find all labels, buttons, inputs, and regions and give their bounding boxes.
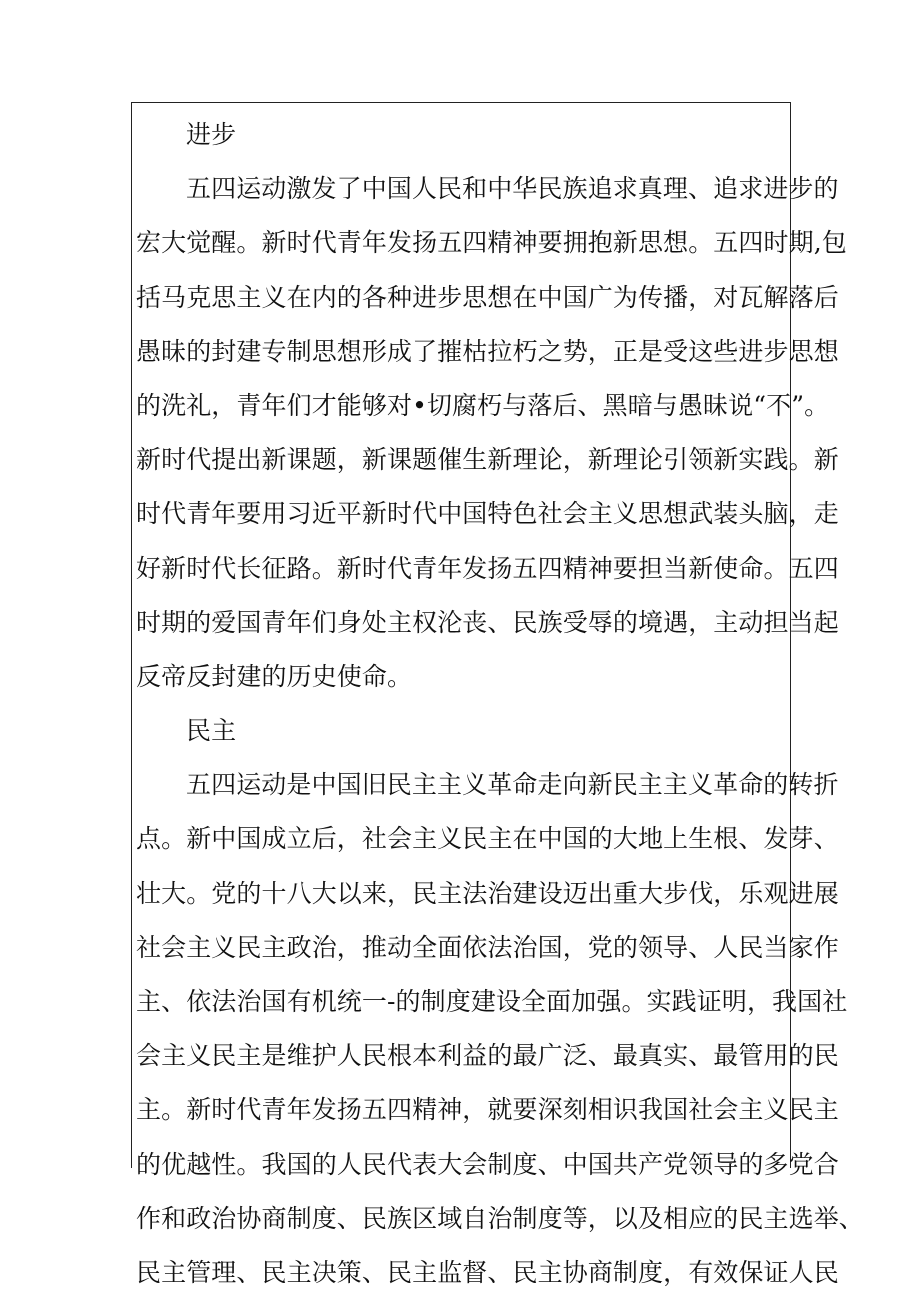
- paragraph-line: 会主义民主是维护人民根本利益的最广泛、最真实、最管用的民: [136, 1041, 839, 1071]
- paragraph-line: 括马克思主义在内的各种进步思想在中国广为传播，对瓦解落后: [136, 282, 839, 312]
- paragraph-line: 时代青年要用习近平新时代中国特色社会主义思想武装头脑，走: [136, 499, 839, 529]
- paragraph-line: 五四运动激发了中国人民和中华民族追求真理、追求进步的: [186, 174, 839, 204]
- paragraph-line: 宏大觉醒。新时代青年发扬五四精神要拥抱新思想。五四时期,包: [136, 228, 847, 258]
- paragraph-line: 新时代提出新课题，新课题催生新理论，新理论引领新实践。新: [136, 445, 839, 475]
- document-body: [136, 108, 864, 1300]
- paragraph-line: 反帝反封建的历史使命。: [136, 661, 413, 691]
- paragraph-line: 好新时代长征路。新时代青年发扬五四精神要担当新使命。五四: [136, 553, 839, 583]
- paragraph-line: 民主管理、民主决策、民主监督、民主协商制度，有效保证人民: [136, 1257, 839, 1287]
- paragraph-line: 五四运动是中国旧民主主义革命走向新民主主义革命的转折: [186, 770, 839, 800]
- heading-progress: 进步: [186, 120, 237, 149]
- paragraph-line: 作和政治协商制度、民族区域自治制度等，以及相应的民主选举、: [136, 1203, 864, 1233]
- paragraph-line: 的优越性。我国的人民代表大会制度、中国共产党领导的多党合: [136, 1149, 839, 1179]
- paragraph-line: 时期的爱国青年们身处主权沦丧、民族受辱的境遇，主动担当起: [136, 607, 839, 637]
- paragraph-line: 社会主义民主政治，推动全面依法治国，党的领导、人民当家作: [136, 932, 839, 962]
- paragraph-line: 主、依法治国有机统一-的制度建设全面加强。实践证明，我国社: [136, 987, 848, 1016]
- paragraph-line: 愚昧的封建专制思想形成了摧枯拉朽之势，正是受这些进步思想: [136, 336, 839, 366]
- paragraph-line: 主。新时代青年发扬五四精神，就要深刻相识我国社会主义民主: [136, 1095, 839, 1125]
- heading-democracy: 民主: [186, 716, 237, 746]
- paragraph-line: 点。新中国成立后，社会主义民主在中国的大地上生根、发芽、: [136, 824, 839, 854]
- paragraph-line: 的洗礼，青年们才能够对•切腐朽与落后、黑暗与愚昧说“不”。: [136, 390, 830, 420]
- paragraph-line: 壮大。党的十八大以来，民主法治建设迈出重大步伐，乐观进展: [136, 878, 839, 908]
